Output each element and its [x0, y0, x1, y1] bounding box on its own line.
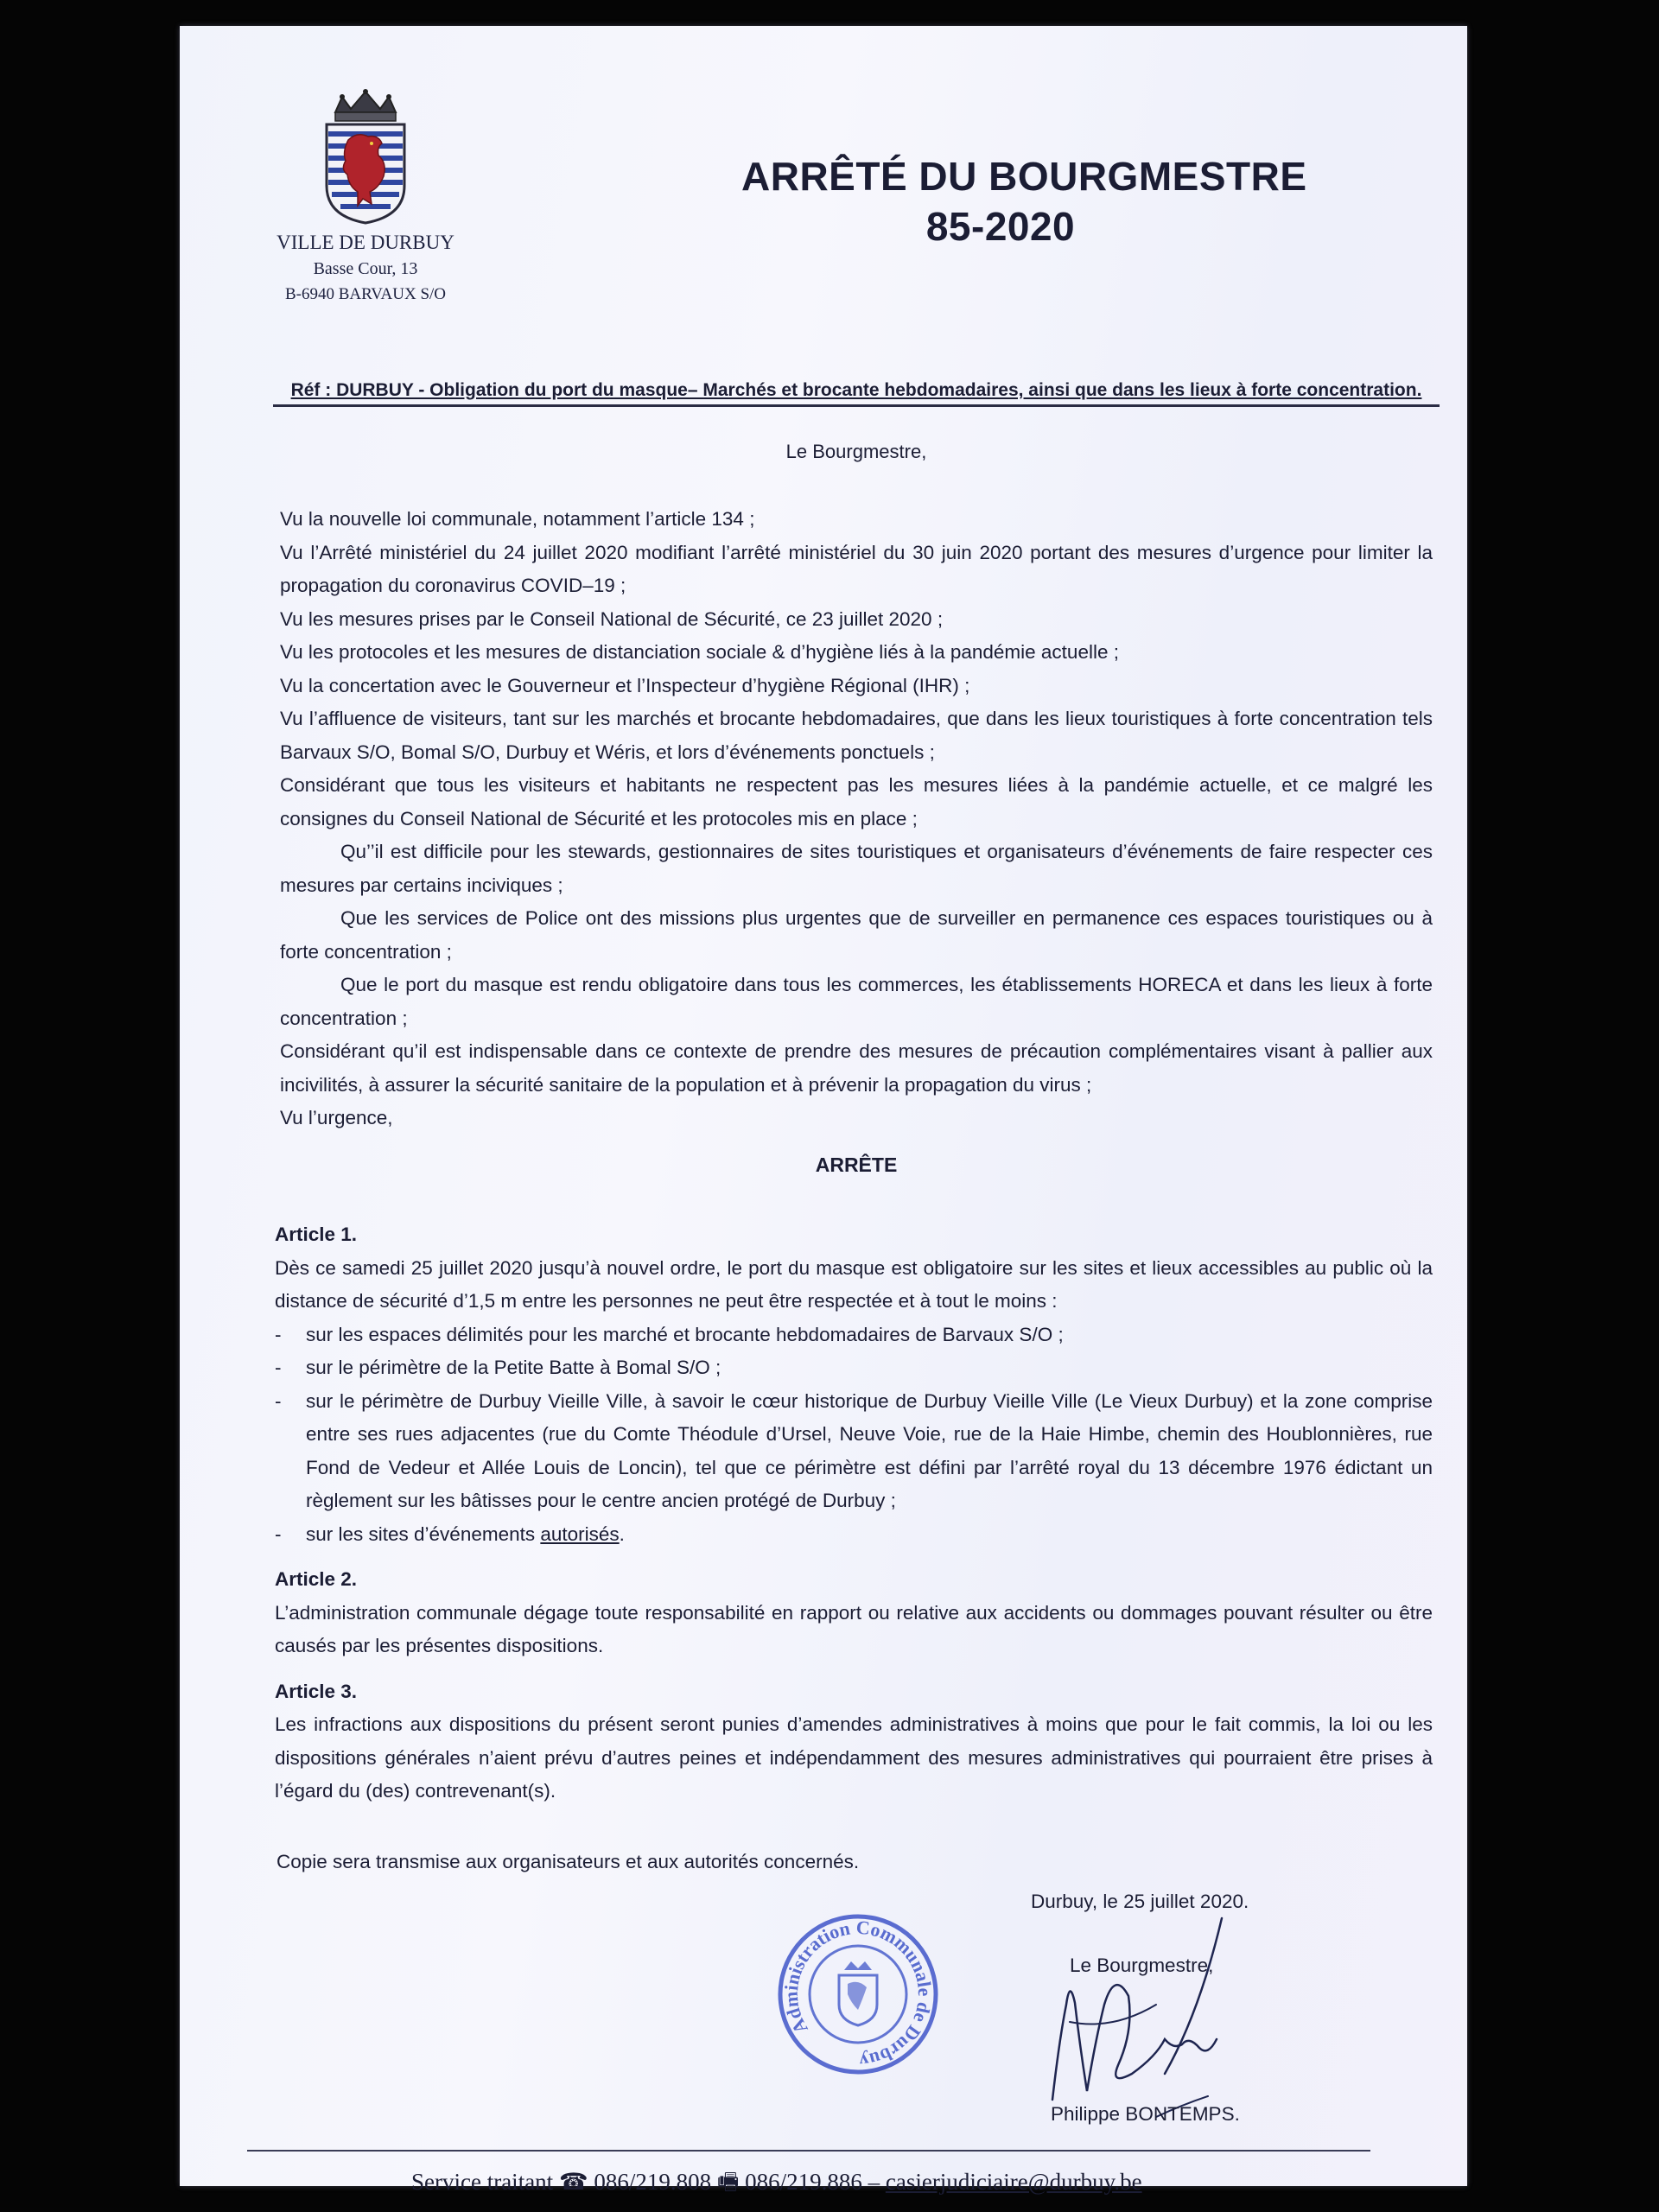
article-3-title: Article 3. — [275, 1680, 358, 1702]
article-1-list — [275, 1319, 1433, 1552]
salutation: Le Bourgmestre, — [785, 441, 927, 462]
underlined-word: autorisés — [540, 1522, 620, 1545]
town-name: VILLE DE DURBUY — [276, 232, 454, 253]
consideration: Considérant que tous les visiteurs et habitants ne respectent pas les mesures liées à la pandémie actuelle, et ce malgré les consignes du Conseil National de Sécurité et les protocoles mis en place ; — [280, 774, 1433, 830]
list-item-text: sur les sites d’événements — [306, 1522, 541, 1545]
article-1-intro: Dès ce samedi 25 juillet 2020 jusqu’à nouvel ordre, le port du masque est obligatoire sur les sites et lieux accessibles au public où la distance de sécurité d’1,5 m entre les personnes ne peut être respectée et à tout le moins : — [275, 1256, 1433, 1312]
signatory-name: Philippe BONTEMPS. — [1051, 2103, 1240, 2125]
coat-of-arms-icon — [318, 86, 413, 225]
document-title — [741, 151, 1307, 251]
fax-icon: 🖷 — [716, 2169, 740, 2195]
consideration: Vu l’affluence de visiteurs, tant sur les marchés et brocante hebdomadaires, que dans les lieux touristiques à forte concentration tels Barvaux S/O, Bomal S/O, Durbuy et Wéris, et lors d’événements ponctuels ; — [280, 708, 1433, 763]
article-3-text: Les infractions aux dispositions du présent seront punies d’amendes administratives à moins que pour le fait commis, la loi ou les dispositions générales n’aient prévu d’autres peines et indépendamment des mesures administratives qui pourraient être prises à l’égard du (des) contrevenant(s). — [275, 1713, 1433, 1802]
consideration: Que le port du masque est rendu obligatoire dans tous les commerces, les établissements HORECA et dans les lieux à forte concentration ; — [280, 974, 1433, 1029]
considerations-block — [280, 503, 1433, 1135]
decree-number: 85-2020 — [925, 204, 1076, 249]
consideration: Vu les mesures prises par le Conseil National de Sécurité, ce 23 juillet 2020 ; — [280, 607, 944, 630]
list-item: - sur le périmètre de la Petite Batte à Bomal S/O ; — [275, 1351, 1433, 1385]
footer-divider — [247, 2150, 1370, 2152]
list-item: - sur les espaces délimités pour les marché et brocante hebdomadaires de Barvaux S/O ; — [275, 1319, 1433, 1352]
list-item — [275, 1518, 1433, 1552]
list-item-end: . — [619, 1522, 625, 1545]
article-2-text: L’administration communale dégage toute responsabilité en rapport ou relative aux accidents ou dommages pouvant résulter ou être causés par les présentes dispositions. — [275, 1601, 1433, 1656]
official-stamp-icon — [772, 1908, 944, 2081]
consideration: Vu l’urgence, — [280, 1107, 393, 1128]
article-1-title: Article 1. — [275, 1224, 358, 1245]
signature-place-date: Durbuy, le 25 juillet 2020. — [1031, 1891, 1249, 1912]
consideration: Vu la concertation avec le Gouverneur et l’Inspecteur d’hygiène Régional (IHR) ; — [280, 674, 970, 696]
footer-email-link[interactable]: casierjudiciaire@durbuy.be — [885, 2169, 1142, 2195]
consideration: Vu la nouvelle loi communale, notamment l’article 134 ; — [280, 508, 755, 530]
copy-note: Copie sera transmise aux organisateurs et aux autorités concernés. — [276, 1851, 860, 1872]
footer-contact — [411, 2165, 1142, 2205]
articles-block — [275, 1218, 1433, 1808]
signature-role: Le Bourgmestre, — [1070, 1955, 1214, 1976]
reference-line — [273, 380, 1440, 407]
title-line: ARRÊTÉ DU BOURGMESTRE — [741, 154, 1307, 199]
footer-label: Service traitant — [411, 2169, 559, 2195]
address-street: Basse Cour, 13 — [313, 259, 418, 278]
reference-text: Réf : DURBUY - Obligation du port du masque– Marchés et brocante hebdomadaires, ainsi que dans les lieux à forte concentration. — [290, 380, 1422, 400]
address-postal: B-6940 BARVAUX S/O — [284, 285, 447, 303]
consideration: Vu l’Arrêté ministériel du 24 juillet 2020 modifiant l’arrêté ministériel du 30 juin 2020 portant des mesures d’urgence pour limiter la propagation du coronavirus COVID–19 ; — [280, 541, 1433, 596]
list-item: - sur le périmètre de Durbuy Vieille Ville, à savoir le cœur historique de Durbuy Vieille Ville (Le Vieux Durbuy) et la zone comprise entre ses rues adjacentes (rue du Comte Théodule d’Ursel, Neuve Voie, rue de la Haie Himbe, chemin des Houblonnières, rue Fond de Vedeur et Allée Louis de Loncin), tel que ce périmètre est défini par l’arrêté royal du 13 décembre 1976 édictant un règlement sur les bâtisses pour le centre ancien protégé de Durbuy ; — [275, 1385, 1433, 1518]
municipality-header — [266, 86, 465, 308]
phone-icon: ☎ — [558, 2169, 588, 2195]
consideration: Qu’’il est difficile pour les stewards, gestionnaires de sites touristiques et organisateurs d’événements de faire respecter ces mesures par certains inciviques ; — [280, 841, 1433, 896]
consideration: Vu les protocoles et les mesures de distanciation sociale & d’hygiène liés à la pandémie actuelle ; — [280, 641, 1119, 663]
consideration: Que les services de Police ont des missions plus urgentes que de surveiller en permanence ces espaces touristiques ou à forte concentration ; — [280, 907, 1433, 963]
stamp-text: Administration Communale de Durbuy — [779, 1916, 937, 2073]
footer-phone: 086/219.808 — [588, 2169, 717, 2195]
decision-heading: ARRÊTE — [815, 1154, 898, 1176]
footer-fax: 086/219.886 – — [739, 2169, 886, 2195]
document-page — [180, 26, 1467, 2195]
consideration: Considérant qu’il est indispensable dans ce contexte de prendre des mesures de précaution complémentaires visant à pallier aux incivilités, à assurer la sécurité sanitaire de la population et à prévenir la propagation du virus ; — [280, 1040, 1433, 1096]
article-2-title: Article 2. — [275, 1568, 358, 1590]
handwritten-signature-icon — [1035, 1901, 1243, 2126]
